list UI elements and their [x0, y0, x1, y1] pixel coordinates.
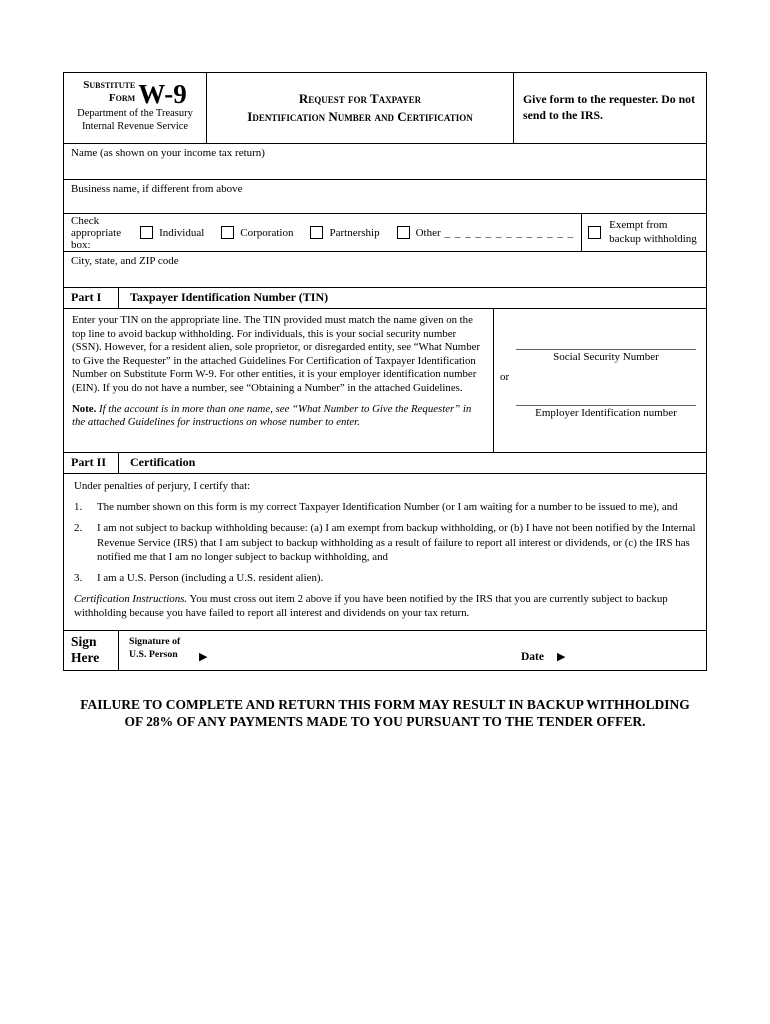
certification-instructions-label: Certification Instructions.	[74, 593, 188, 606]
part1-body	[64, 308, 706, 452]
business-name-field-label: Business name, if different from above	[71, 183, 243, 195]
entity-type-options	[64, 214, 581, 251]
date-label: Date	[521, 651, 544, 663]
signature-arrow-icon: ▶	[199, 650, 208, 663]
part2-body	[64, 473, 706, 630]
ssn-entry-line[interactable]	[516, 349, 696, 363]
substitute-form-label: Substitute Form	[83, 79, 136, 104]
tin-entry-area	[493, 309, 706, 452]
certification-item-2: 2. I am not subject to backup withholding because: (a) I am exempt from backup withholding, or (b) I have not been notified by the Internal Revenue Service (IRS) that I am subject to backup withholding as a result of failure to report all interest or dividends, or (c) the IRS has notified me that I am no longer subject to backup withholding, and	[74, 522, 696, 563]
certification-instructions	[74, 592, 696, 620]
name-field-label: Name (as shown on your income tax return)	[71, 147, 265, 159]
form-header	[64, 73, 706, 143]
certification-item-3: 3. I am a U.S. Person (including a U.S. resident alien).	[74, 571, 324, 584]
business-name-field[interactable]	[64, 179, 706, 213]
check-box-instruction: Check appropriate box:	[71, 214, 122, 251]
certification-intro: Under penalties of perjury, I certify that:	[74, 480, 251, 492]
exempt-checkbox[interactable]	[588, 226, 601, 239]
sign-here-label: Sign Here	[71, 634, 100, 666]
partnership-checkbox[interactable]	[310, 226, 323, 239]
checkbox-item-other	[397, 226, 575, 239]
other-checkbox[interactable]	[397, 226, 410, 239]
individual-checkbox[interactable]	[140, 226, 153, 239]
other-entry-line[interactable]: _ _ _ _ _ _ _ _ _ _ _ _ _	[444, 226, 575, 239]
individual-label: Individual	[159, 226, 205, 239]
w9-form	[63, 72, 707, 671]
exempt-label: Exempt from backup withholding	[609, 218, 697, 245]
certification-item-1: 1. The number shown on this form is my correct Taxpayer Identification Number (or I am waiting for a number to be issued to me), and	[74, 501, 678, 514]
department-lines: Department of the Treasury Internal Revenue Service	[77, 108, 193, 133]
signature-row	[64, 630, 706, 670]
ein-label: Employer Identification number	[535, 407, 677, 419]
checkbox-item-partnership	[310, 226, 379, 239]
form-title: Request for Taxpayer Identification Number and Certification	[206, 73, 513, 143]
requester-instruction: Give form to the requester. Do not send to the IRS.	[513, 73, 706, 143]
signature-area	[118, 631, 706, 670]
corporation-checkbox[interactable]	[221, 226, 234, 239]
ssn-label: Social Security Number	[553, 351, 659, 363]
part1-label: Part I	[71, 290, 102, 304]
signature-caption: Signature of U.S. Person	[129, 636, 181, 660]
date-arrow-icon: ▶	[557, 650, 566, 663]
part1-title: Taxpayer Identification Number (TIN)	[118, 288, 706, 308]
other-label: Other	[415, 226, 441, 239]
form-number: W-9	[138, 79, 187, 110]
entity-type-row	[64, 213, 706, 251]
name-field[interactable]	[64, 143, 706, 179]
exempt-backup-withholding-cell	[581, 214, 706, 251]
backup-withholding-warning: FAILURE TO COMPLETE AND RETURN THIS FORM MAY RESULT IN BACKUP WITHHOLDING OF 28% OF ANY PAYMENTS MADE TO YOU PURSUANT TO THE TENDER OFFER.	[80, 697, 690, 729]
partnership-label: Partnership	[329, 226, 380, 239]
or-label: or	[500, 371, 510, 383]
checkbox-item-corporation	[221, 226, 293, 239]
note-text: If the account is in more than one name, see “What Number to Give the Requester” in the attached Guidelines for instructions on whose number to enter.	[72, 402, 472, 429]
part1-note	[72, 403, 485, 430]
part2-header	[64, 452, 706, 473]
part1-header	[64, 287, 706, 308]
city-state-zip-field[interactable]	[64, 251, 706, 287]
city-state-zip-label: City, state, and ZIP code	[71, 255, 179, 267]
part2-title: Certification	[118, 453, 706, 473]
note-label: Note.	[72, 402, 97, 415]
ein-entry-line[interactable]	[516, 405, 696, 419]
checkbox-item-individual	[140, 226, 204, 239]
part1-instructions	[64, 309, 493, 452]
part1-instruction-text: Enter your TIN on the appropriate line. The TIN provided must match the name given on the top line to avoid backup withholding. For individuals, this is your social security number (SSN). However, for a resident alien, sole proprietor, or disregarded entity, see “What Number to Give the Requester” in the attached Guidelines For Certification of Taxpayer Identification Number on Substitute Form W-9. For other entities, it is your employer identification number (EIN). If you do not have a number, see “Obtaining a Number” in the attached Guidelines.	[72, 314, 480, 394]
corporation-label: Corporation	[240, 226, 294, 239]
form-identity-block	[64, 73, 206, 143]
part2-label: Part II	[71, 455, 106, 469]
certification-instructions-text: You must cross out item 2 above if you have been notified by the IRS that you are currently subject to backup withholding because you have failed to report all interest and dividends on your tax return.	[74, 593, 668, 620]
